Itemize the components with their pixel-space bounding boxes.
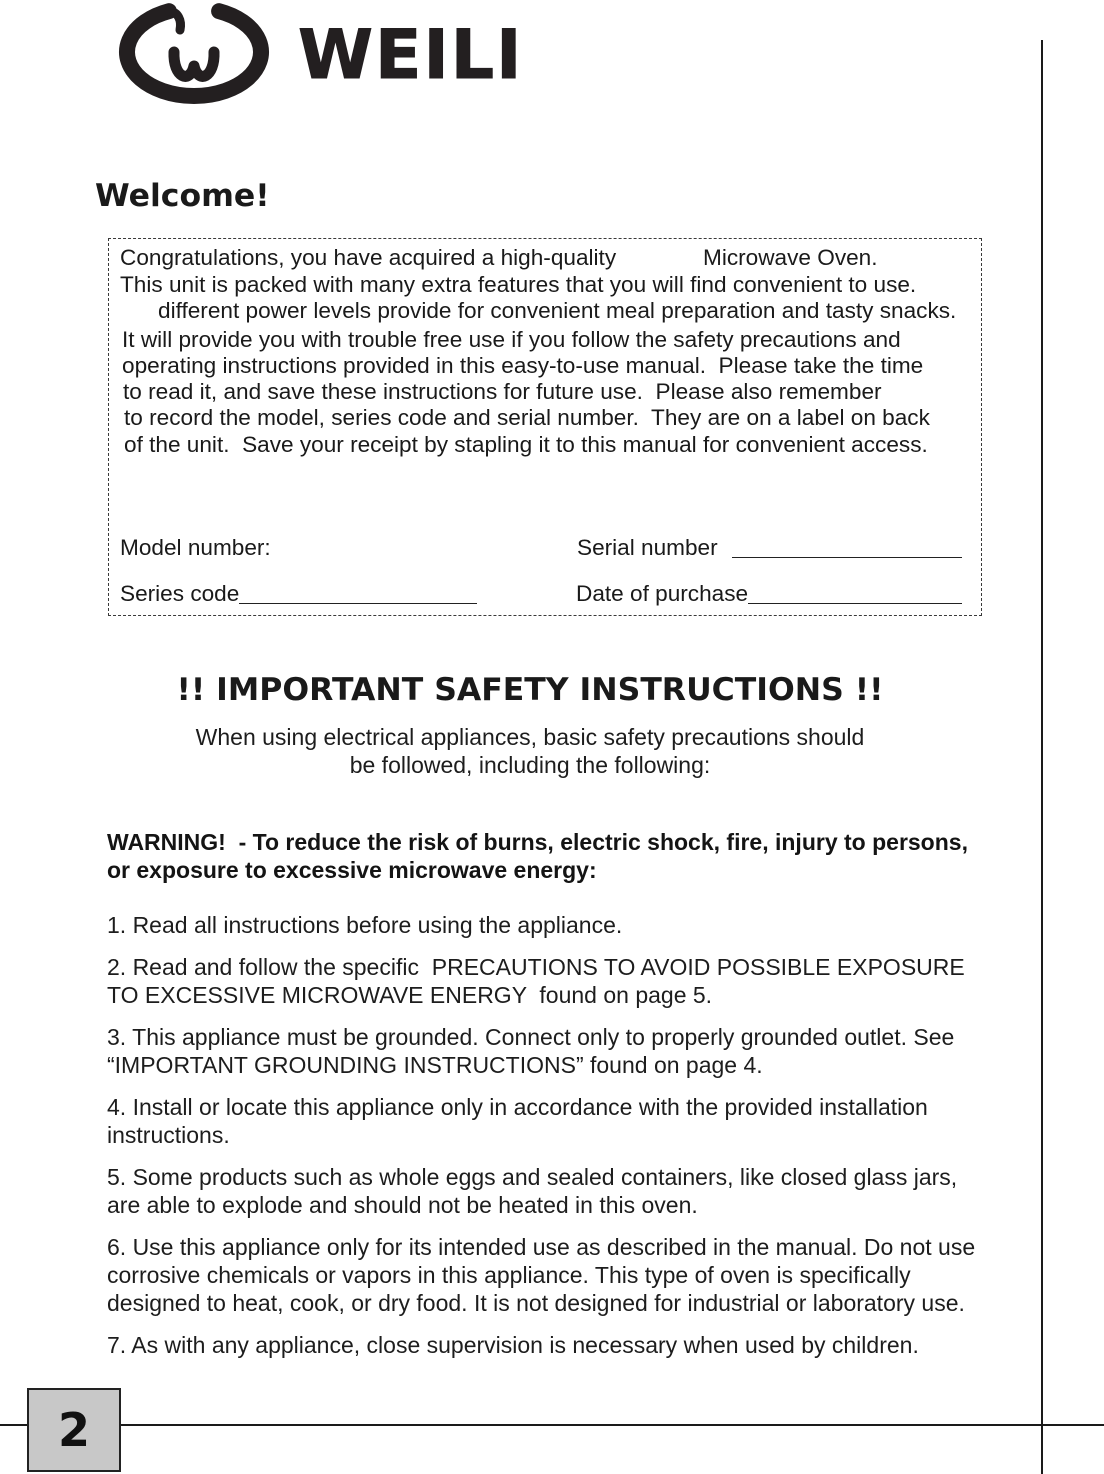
serial-number-label: Serial number: [577, 535, 718, 560]
page-number-box: [27, 1388, 121, 1472]
intro-line-2: This unit is packed with many extra features that you will find convenient to use.: [120, 272, 917, 297]
serial-number-blank: [732, 557, 962, 558]
welcome-title: Welcome!: [95, 178, 270, 214]
date-of-purchase-label: Date of purchase: [576, 581, 749, 606]
list-item: [107, 911, 975, 939]
series-code-blank: [239, 603, 477, 604]
list-item: [107, 1331, 975, 1359]
list-item-line: 1. Read all instructions before using the appliance.: [107, 912, 623, 938]
date-of-purchase-field: [576, 580, 962, 607]
date-of-purchase-blank: [748, 603, 962, 604]
safety-instructions-list: [107, 911, 975, 1373]
intro-line-7: to record the model, series code and serial number. They are on a label on back: [124, 405, 930, 430]
list-item: [107, 1023, 975, 1079]
list-item: [107, 1233, 975, 1317]
list-item-line: corrosive chemicals or vapors in this appliance. This type of oven is specifically: [107, 1262, 911, 1288]
footer-rule: [0, 1424, 1104, 1426]
series-code-field: [120, 580, 477, 607]
list-item-line: 7. As with any appliance, close supervision is necessary when used by children.: [107, 1332, 919, 1358]
weili-logo-icon: [118, 0, 270, 104]
list-item-line: 3. This appliance must be grounded. Connect only to properly grounded outlet. See: [107, 1024, 955, 1050]
list-item: [107, 953, 975, 1009]
intro-line-3: different power levels provide for convenient meal preparation and tasty snacks.: [158, 298, 957, 323]
list-item-line: 2. Read and follow the specific PRECAUTIONS TO AVOID POSSIBLE EXPOSURE: [107, 954, 965, 980]
warning-line-2: or exposure to excessive microwave energy:: [107, 857, 597, 883]
model-number-label: Model number:: [120, 535, 271, 560]
list-item-line: 4. Install or locate this appliance only in accordance with the provided installation: [107, 1094, 928, 1120]
safety-intro-line-1: When using electrical appliances, basic safety precautions should: [195, 724, 865, 750]
list-item-line: TO EXCESSIVE MICROWAVE ENERGY found on page 5.: [107, 982, 713, 1008]
list-item-line: 5. Some products such as whole eggs and sealed containers, like closed glass jars,: [107, 1164, 958, 1190]
list-item-line: are able to explode and should not be heated in this oven.: [107, 1192, 698, 1218]
list-item-line: designed to heat, cook, or dry food. It is not designed for industrial or laboratory use.: [107, 1290, 965, 1316]
list-item-line: “IMPORTANT GROUNDING INSTRUCTIONS” found on page 4.: [107, 1052, 763, 1078]
list-item-line: 6. Use this appliance only for its intended use as described in the manual. Do not use: [107, 1234, 976, 1260]
warning-block: [107, 828, 968, 884]
serial-number-field: [577, 534, 962, 561]
intro-line-5: operating instructions provided in this easy-to-use manual. Please take the time: [122, 353, 924, 378]
list-item-line: instructions.: [107, 1122, 230, 1148]
safety-title: !! IMPORTANT SAFETY INSTRUCTIONS !!: [176, 672, 884, 708]
safety-intro-line-2: be followed, including the following:: [349, 752, 711, 778]
model-number-field: [120, 534, 271, 561]
warning-line-1: WARNING! - To reduce the risk of burns, electric shock, fire, injury to persons,: [107, 829, 968, 855]
list-item: [107, 1163, 975, 1219]
intro-line-6: to read it, and save these instructions for future use. Please also remember: [123, 379, 882, 404]
series-code-label: Series code: [120, 581, 240, 606]
intro-line-1-end: Microwave Oven.: [703, 245, 878, 270]
brand-name: WEILI: [298, 16, 524, 95]
list-item: [107, 1093, 975, 1149]
page-number: 2: [57, 1403, 90, 1457]
intro-line-8: of the unit. Save your receipt by stapling it to this manual for convenient access.: [124, 432, 928, 457]
intro-line-1-start: Congratulations, you have acquired a high-quality: [120, 245, 617, 270]
intro-line-4: It will provide you with trouble free use if you follow the safety precautions and: [122, 327, 901, 352]
